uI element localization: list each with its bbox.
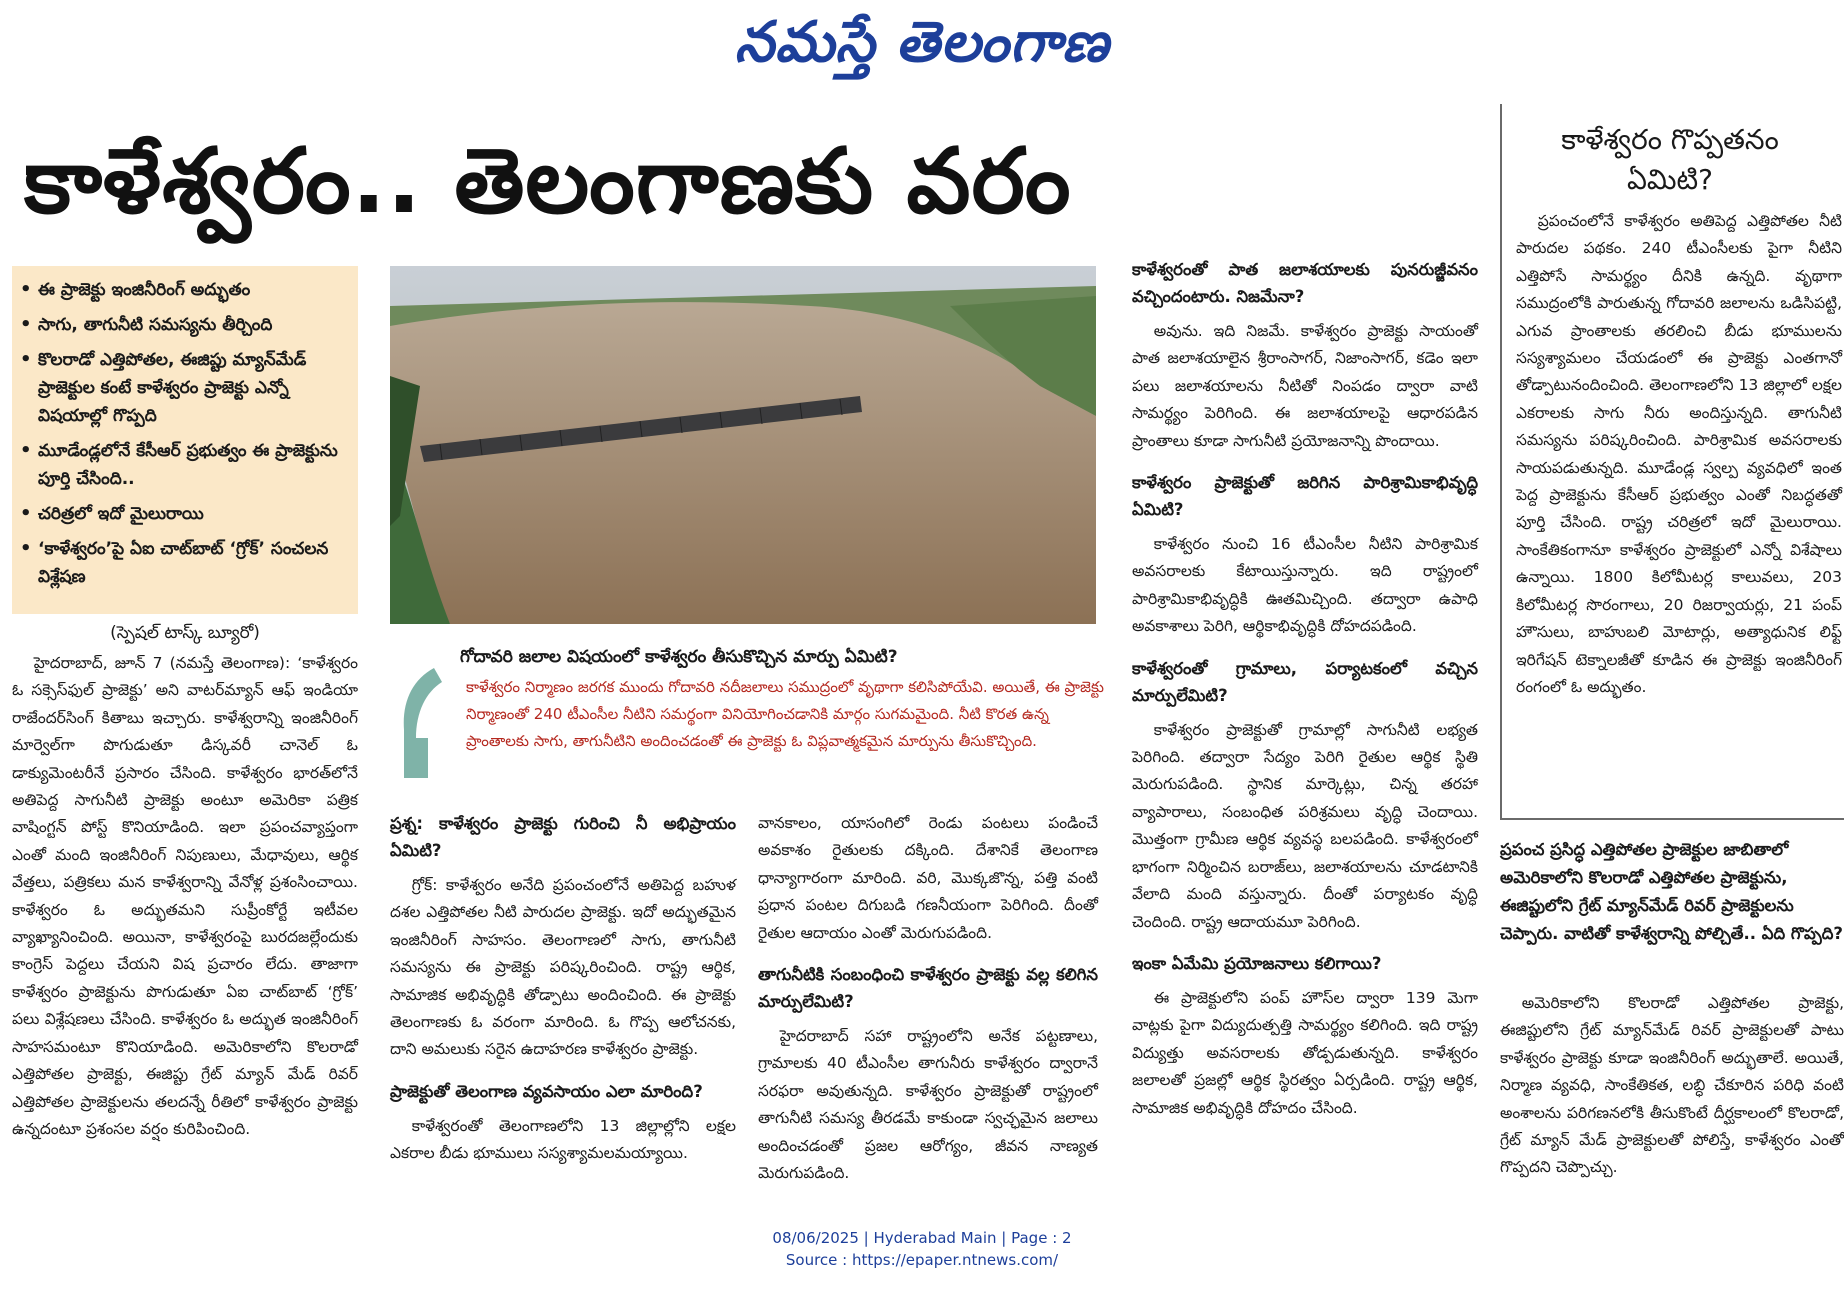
quote-mark-icon xyxy=(398,668,444,780)
bullet-icon: • xyxy=(20,314,32,335)
caption-question: గోదావరి జలాల విషయంలో కాళేశ్వరం తీసుకొచ్చిన మార్పు ఏమిటి? xyxy=(460,647,898,667)
photo-image xyxy=(390,266,1096,624)
caption-quote: కాళేశ్వరం నిర్మాణం జరగక ముందు గోదావరి నదీజలాలు సముద్రంలో వృథాగా కలిసిపోయేవి. అయితే, ఈ ప్రాజెక్టు నిర్మాణంతో 240 టీఎంసీల నీటిని సమర్థంగా వినియోగించడానికి మార్గం సుగమమైంది. నీటి కొరత ఉన్న ప్రాంతాలకు సాగు, తాగునీటిని అందించడంతో ఈ ప్రాజెక్టు ఓ విప్లవాత్మకమైన మార్పును తీసుకొచ్చింది. xyxy=(466,678,1104,750)
grok-qa-column-1 xyxy=(390,810,736,1168)
highlights-box xyxy=(12,266,358,614)
page-headline: కాళేశ్వరం.. తెలంగాణకు వరం xyxy=(24,129,1072,234)
sidebar-paragraph: ప్రపంచంలోనే కాళేశ్వరం అతిపెద్ద ఎత్తిపోతల నీటి పారుదల పథకం. 240 టీఎంసీలకు పైగా నీటిని ఎత్తిపోసే సామర్థ్యం దీనికి ఉన్నది. వృథాగా సముద్రంలోకి పారుతున్న గోదావరి జలాలను ఒడిసిపట్టి, ఎగువ ప్రాంతాలకు తరలించి బీడు భూములను సస్యశ్యామలం చేయడంలో ఈ ప్రాజెక్టు ఎంతగానో తోడ్పాటునందించింది. తెలంగాణలోని 13 జిల్లాలో లక్షల ఎకరాలకు సాగు నీరు అందిస్తున్నది. తాగునీటి సమస్యను పరిష్కరించింది. పారిశ్రామిక అవసరాలకు సాయపడుతున్నది. మూడేండ్ల స్వల్ప వ్యవధిలో ఇంత పెద్ద ప్రాజెక్టును కేసీఆర్ ప్రభుత్వం ఎంతో నిబద్ధతతో పూర్తి చేసింది. రాష్ట్ర చరిత్రలో ఇదో మైలురాయి. సాంకేతికంగానూ కాళేశ్వరం ప్రాజెక్టులో ఎన్నో విశేషాలు ఉన్నాయి. 1800 కిలోమీటర్ల కాలువలు, 203 కిలోమీటర్ల సొరంగాలు, 20 రిజర్వాయర్లు, 21 పంప్ హౌసులు, బాహుబలి మోటార్లు, అత్యాధునిక లిఫ్ట్ ఇరిగేషన్ టెక్నాలజీతో కూడిన ఈ ప్రాజెక్టు ఇంజినీరింగ్ రంగంలో ఓ అద్భుతం. xyxy=(1516,212,1842,696)
comparison-answer: అమెరికాలోని కొలరాడో ఎత్తిపోతల ప్రాజెక్టు, ఈజిప్టులోని గ్రేట్ మ్యాన్‌మేడ్ రివర్ ప్రాజెక్టులతో పాటు కాళేశ్వరం ప్రాజెక్టు కూడా ఇంజినీరింగ్ అద్భుతాలే. అయితే, నిర్మాణ వ్యవధి, సాంకేతికత, లబ్ధి చేకూరిన పరిధి వంటి అంశాలను పరిగణనలోకి తీసుకొంటే దీర్ఘకాలంలో కొలరాడో, గ్రేట్ మ్యాన్ మేడ్ ప్రాజెక్టులతో పోలిస్తే, కాళేశ్వరం ఎంతో గొప్పదని చెప్పొచ్చు. xyxy=(1500,994,1844,1177)
page-footer xyxy=(0,1227,1844,1271)
answer-paragraph: కాళేశ్వరంతో తెలంగాణలోని 13 జిల్లాల్లోని లక్షల ఎకరాల బీడు భూములు సస్యశ్యామలమయ్యాయి. xyxy=(390,1116,736,1163)
edition-info: 08/06/2025 | Hyderabad Main | Page : 2 xyxy=(772,1229,1072,1247)
sidebar-box-body xyxy=(1516,208,1842,701)
highlight-item: • సాగు, తాగునీటి సమస్యను తీర్చింది xyxy=(20,311,350,339)
highlight-item: • ‘కాళేశ్వరం’పై ఏఐ చాట్‌బాట్ ‘గ్రోక్’ సంచలన విశ్లేషణ xyxy=(20,535,350,591)
barrage-photo xyxy=(390,266,1096,624)
question-heading: కాళేశ్వరం ప్రాజెక్టుతో జరిగిన పారిశ్రామికాభివృద్ధి ఏమిటి? xyxy=(1132,473,1478,520)
answer-paragraph: ఈ ప్రాజెక్టులోని పంప్ హౌస్‌ల ద్వారా 139 మెగా వాట్లకు పైగా విద్యుదుత్పత్తి సామర్థ్యం కలిగింది. ఇది రాష్ట్ర విద్యుత్తు అవసరాలకు తోడ్పడుతున్నది. కాళేశ్వరం జలాలతో ప్రజల్లో ఆర్థిక స్థిరత్వం ఏర్పడింది. రాష్ట్ర ఆర్థిక, సామాజిక అభివృద్ధికి దోహదం చేసింది. xyxy=(1132,988,1478,1117)
answer-paragraph: అవును. ఇది నిజమే. కాళేశ్వరం ప్రాజెక్టు సాయంతో పాత జలాశయాలైన శ్రీరాంసాగర్, నిజాంసాగర్, కడెం ఇలా పలు జలాశయాలను నీటితో నింపడం ద్వారా వాటి సామర్థ్యం పెరిగింది. ఈ జలాశయాలపై ఆధారపడిన ప్రాంతాలు కూడా సాగునీటి ప్రయోజనాన్ని పొందాయి. xyxy=(1132,322,1478,450)
grok-qa-column-2 xyxy=(758,810,1098,1187)
lead-paragraph: హైదరాబాద్, జూన్ 7 (నమస్తే తెలంగాణ): ‘కాళేశ్వరం ఓ సక్సెస్‌ఫుల్ ప్రాజెక్టు’ అని వాటర్‌మ్యాన్ ఆఫ్ ఇండియా రాజేందర్‌సింగ్ కితాబు ఇచ్చారు. కాళేశ్వరాన్ని ఇంజినీరింగ్ మార్వెల్‌గా పొగుడుతూ డిస్కవరీ చానెల్ ఓ డాక్యుమెంటరీనే ప్రసారం చేసింది. కాళేశ్వరం భారత్‌లోనే అతిపెద్ద సాగునీటి ప్రాజెక్టు అంటూ అమెరికా పత్రిక వాషింగ్టన్ పోస్ట్ కొనియాడింది. ఇలా ప్రపంచవ్యాప్తంగా ఎంతో మంది ఇంజినీరింగ్ నిపుణులు, మేధావులు, ఆర్థిక వేత్తలు, పత్రికలు మన కాళేశ్వరాన్ని వేనోళ్ల ప్రశంసించాయి. కాళేశ్వరం ఓ అద్భుతమని సుప్రీంకోర్టే ఇటీవల వ్యాఖ్యానించింది. అయినా, కాళేశ్వరంపై బురదజల్లేందుకు కాంగ్రెస్ పెద్దలు చేయని విష ప్రచారం లేదు. తాజాగా కాళేశ్వరం ప్రాజెక్టును పొగుడుతూ ఏఐ చాట్‌బాట్ ‘గ్రోక్’ పలు విశ్లేషణలు చేసింది. కాళేశ్వరం ఓ అద్భుత ఇంజినీరింగ్ సాహసమంటూ కొనియాడింది. అమెరికాలోని కొలరాడో ఎత్తిపోతల ప్రాజెక్టు, ఈజిప్టు గ్రేట్ మ్యాన్ మేడ్ రివర్ ఎత్తిపోతల ప్రాజెక్టులను తలదన్నే రీతిలో కాళేశ్వరం ప్రాజెక్టు ఉన్నదంటూ ప్రశంసల వర్షం కురిపించింది. xyxy=(12,654,358,1138)
highlight-item: • కొలరాడో ఎత్తిపోతల, ఈజిప్టు మ్యాన్‌మేడ్ ప్రాజెక్టుల కంటే కాళేశ్వరం ప్రాజెక్టు ఎన్నో విషయాల్లో గొప్పది xyxy=(20,346,350,430)
source-link[interactable]: Source : https://epaper.ntnews.com/ xyxy=(785,1251,1059,1269)
bullet-icon: • xyxy=(20,349,32,370)
answer-paragraph: కాళేశ్వరం ప్రాజెక్టుతో గ్రామాల్లో సాగునీటి లభ్యత పెరిగింది. తద్వారా సేద్యం పెరిగి రైతుల ఆర్థిక స్థితి మెరుగుపడింది. స్థానిక మార్కెట్లు, చిన్న తరహా వ్యాపారాలు, సంబంధిత పరిశ్రమలు వృద్ధి చెందాయి. మొత్తంగా గ్రామీణ ఆర్థిక వ్యవస్థ బలపడింది. కాళేశ్వరంలో భాగంగా నిర్మించిన బరాజ్‌లు, జలాశయాలను చూడటానికి వేలాది మంది వస్తున్నారు. దీంతో పర్యాటకం వృద్ధి చెందింది. రాష్ట్ర ఆదాయమూ పెరిగింది. xyxy=(1132,720,1478,931)
bullet-icon: • xyxy=(20,538,32,559)
highlight-item: • చరిత్రలో ఇదో మైలురాయి xyxy=(20,500,350,528)
answer-paragraph: గ్రోక్: కాళేశ్వరం అనేది ప్రపంచంలోనే అతిపెద్ద బహుళ దశల ఎత్తిపోతల నీటి పారుదల ప్రాజెక్టు. ఇదో అద్భుతమైన ఇంజినీరింగ్ సాహసం. తెలంగాణలో సాగు, తాగునీటి సమస్యను ఈ ప్రాజెక్టు పరిష్కరించింది. రాష్ట్ర ఆర్థిక, సామాజిక అభివృద్ధికి తోడ్పాటు అందించింది. ఈ ప్రాజెక్టు తెలంగాణకు ఓ వరంగా మారింది. ఓ గొప్ప ఆలోచనకు, దాని అమలుకు సరైన ఉదాహరణ కాళేశ్వరం ప్రాజెక్టు. xyxy=(390,876,736,1059)
sidebar-box-title: కాళేశ్వరం గొప్పతనం ఏమిటి? xyxy=(1561,123,1779,196)
bullet-icon: • xyxy=(20,440,32,461)
question-heading: తాగునీటికి సంబంధించి కాళేశ్వరం ప్రాజెక్టు వల్ల కలిగిన మార్పులేమిటి? xyxy=(758,965,1098,1012)
grok-qa-column-3 xyxy=(1132,256,1478,1122)
bullet-icon: • xyxy=(20,503,32,524)
lead-article-column xyxy=(12,650,358,1143)
question-heading: ఇంకా ఏమేమి ప్రయోజనాలు కలిగాయి? xyxy=(1132,953,1382,973)
highlight-item: • మూడేండ్లలోనే కేసీఆర్ ప్రభుత్వం ఈ ప్రాజెక్టును పూర్తి చేసింది.. xyxy=(20,437,350,493)
byline: (స్పెషల్ టాస్క్ బ్యూరో) xyxy=(110,623,260,643)
highlight-item: • ఈ ప్రాజెక్టు ఇంజినీరింగ్ అద్భుతం xyxy=(20,276,350,304)
masthead-logo: నమస్తే తెలంగాణ xyxy=(734,9,1110,75)
question-heading: కాళేశ్వరంతో గ్రామాలు, పర్యాటకంలో వచ్చిన మార్పులేమిటి? xyxy=(1132,658,1478,705)
answer-paragraph: హైదరాబాద్ సహా రాష్ట్రంలోని అనేక పట్టణాలు, గ్రామాలకు 40 టీఎంసీల తాగునీరు కాళేశ్వరం ద్వారానే సరఫరా అవుతున్నది. కాళేశ్వరం ప్రాజెక్టుతో రాష్ట్రంలో తాగునీటి సమస్య తీరడమే కాకుండా స్వచ్ఛమైన జలాలు అందించడంతో ప్రజల ఆరోగ్యం, జీవన నాణ్యత మెరుగుపడింది. xyxy=(758,1027,1098,1183)
question-heading: ప్రాజెక్టుతో తెలంగాణ వ్యవసాయం ఎలా మారింది? xyxy=(390,1081,703,1101)
answer-paragraph: కాళేశ్వరం నుంచి 16 టీఎంసీల నీటిని పారిశ్రామిక అవసరాలకు కేటాయిస్తున్నారు. ఇది రాష్ట్రంలో పారిశ్రామికాభివృద్ధికి ఊతమిచ్చింది. తద్వారా ఉపాధి అవకాశాలు పెరిగి, ఆర్థికాభివృద్ధికి దోహదపడింది. xyxy=(1132,535,1478,636)
bullet-icon: • xyxy=(20,279,32,300)
answer-paragraph: వానకాలం, యాసంగిలో రెండు పంటలు పండించే అవకాశం రైతులకు దక్కింది. దేశానికే తెలంగాణ ధాన్యాగారంగా మారింది. వరి, మొక్కజొన్న, పత్తి వంటి ప్రధాన పంటల దిగుబడి గణనీయంగా పెరిగింది. దీంతో రైతుల ఆదాయం ఎంతో మెరుగుపడింది. xyxy=(758,814,1098,942)
question-heading: కాళేశ్వరంతో పాత జలాశయాలకు పునరుజ్జీవనం వచ్చిందంటారు. నిజమేనా? xyxy=(1132,260,1478,306)
question-heading: ప్రశ్న: కాళేశ్వరం ప్రాజెక్టు గురించి నీ అభిప్రాయం ఏమిటి? xyxy=(390,814,736,860)
comparison-answer-column xyxy=(1500,990,1844,1182)
comparison-question: ప్రపంచ ప్రసిద్ధ ఎత్తిపోతల ప్రాజెక్టుల జాబితాలో అమెరికాలోని కొలరాడో ఎత్తిపోతల ప్రాజెక్టును, ఈజిప్టులోని గ్రేట్ మ్యాన్‌మేడ్ రివర్ ప్రాజెక్టులను చెప్పారు. వాటితో కాళేశ్వరాన్ని పోల్చితే.. ఏది గొప్పది? xyxy=(1500,840,1843,943)
